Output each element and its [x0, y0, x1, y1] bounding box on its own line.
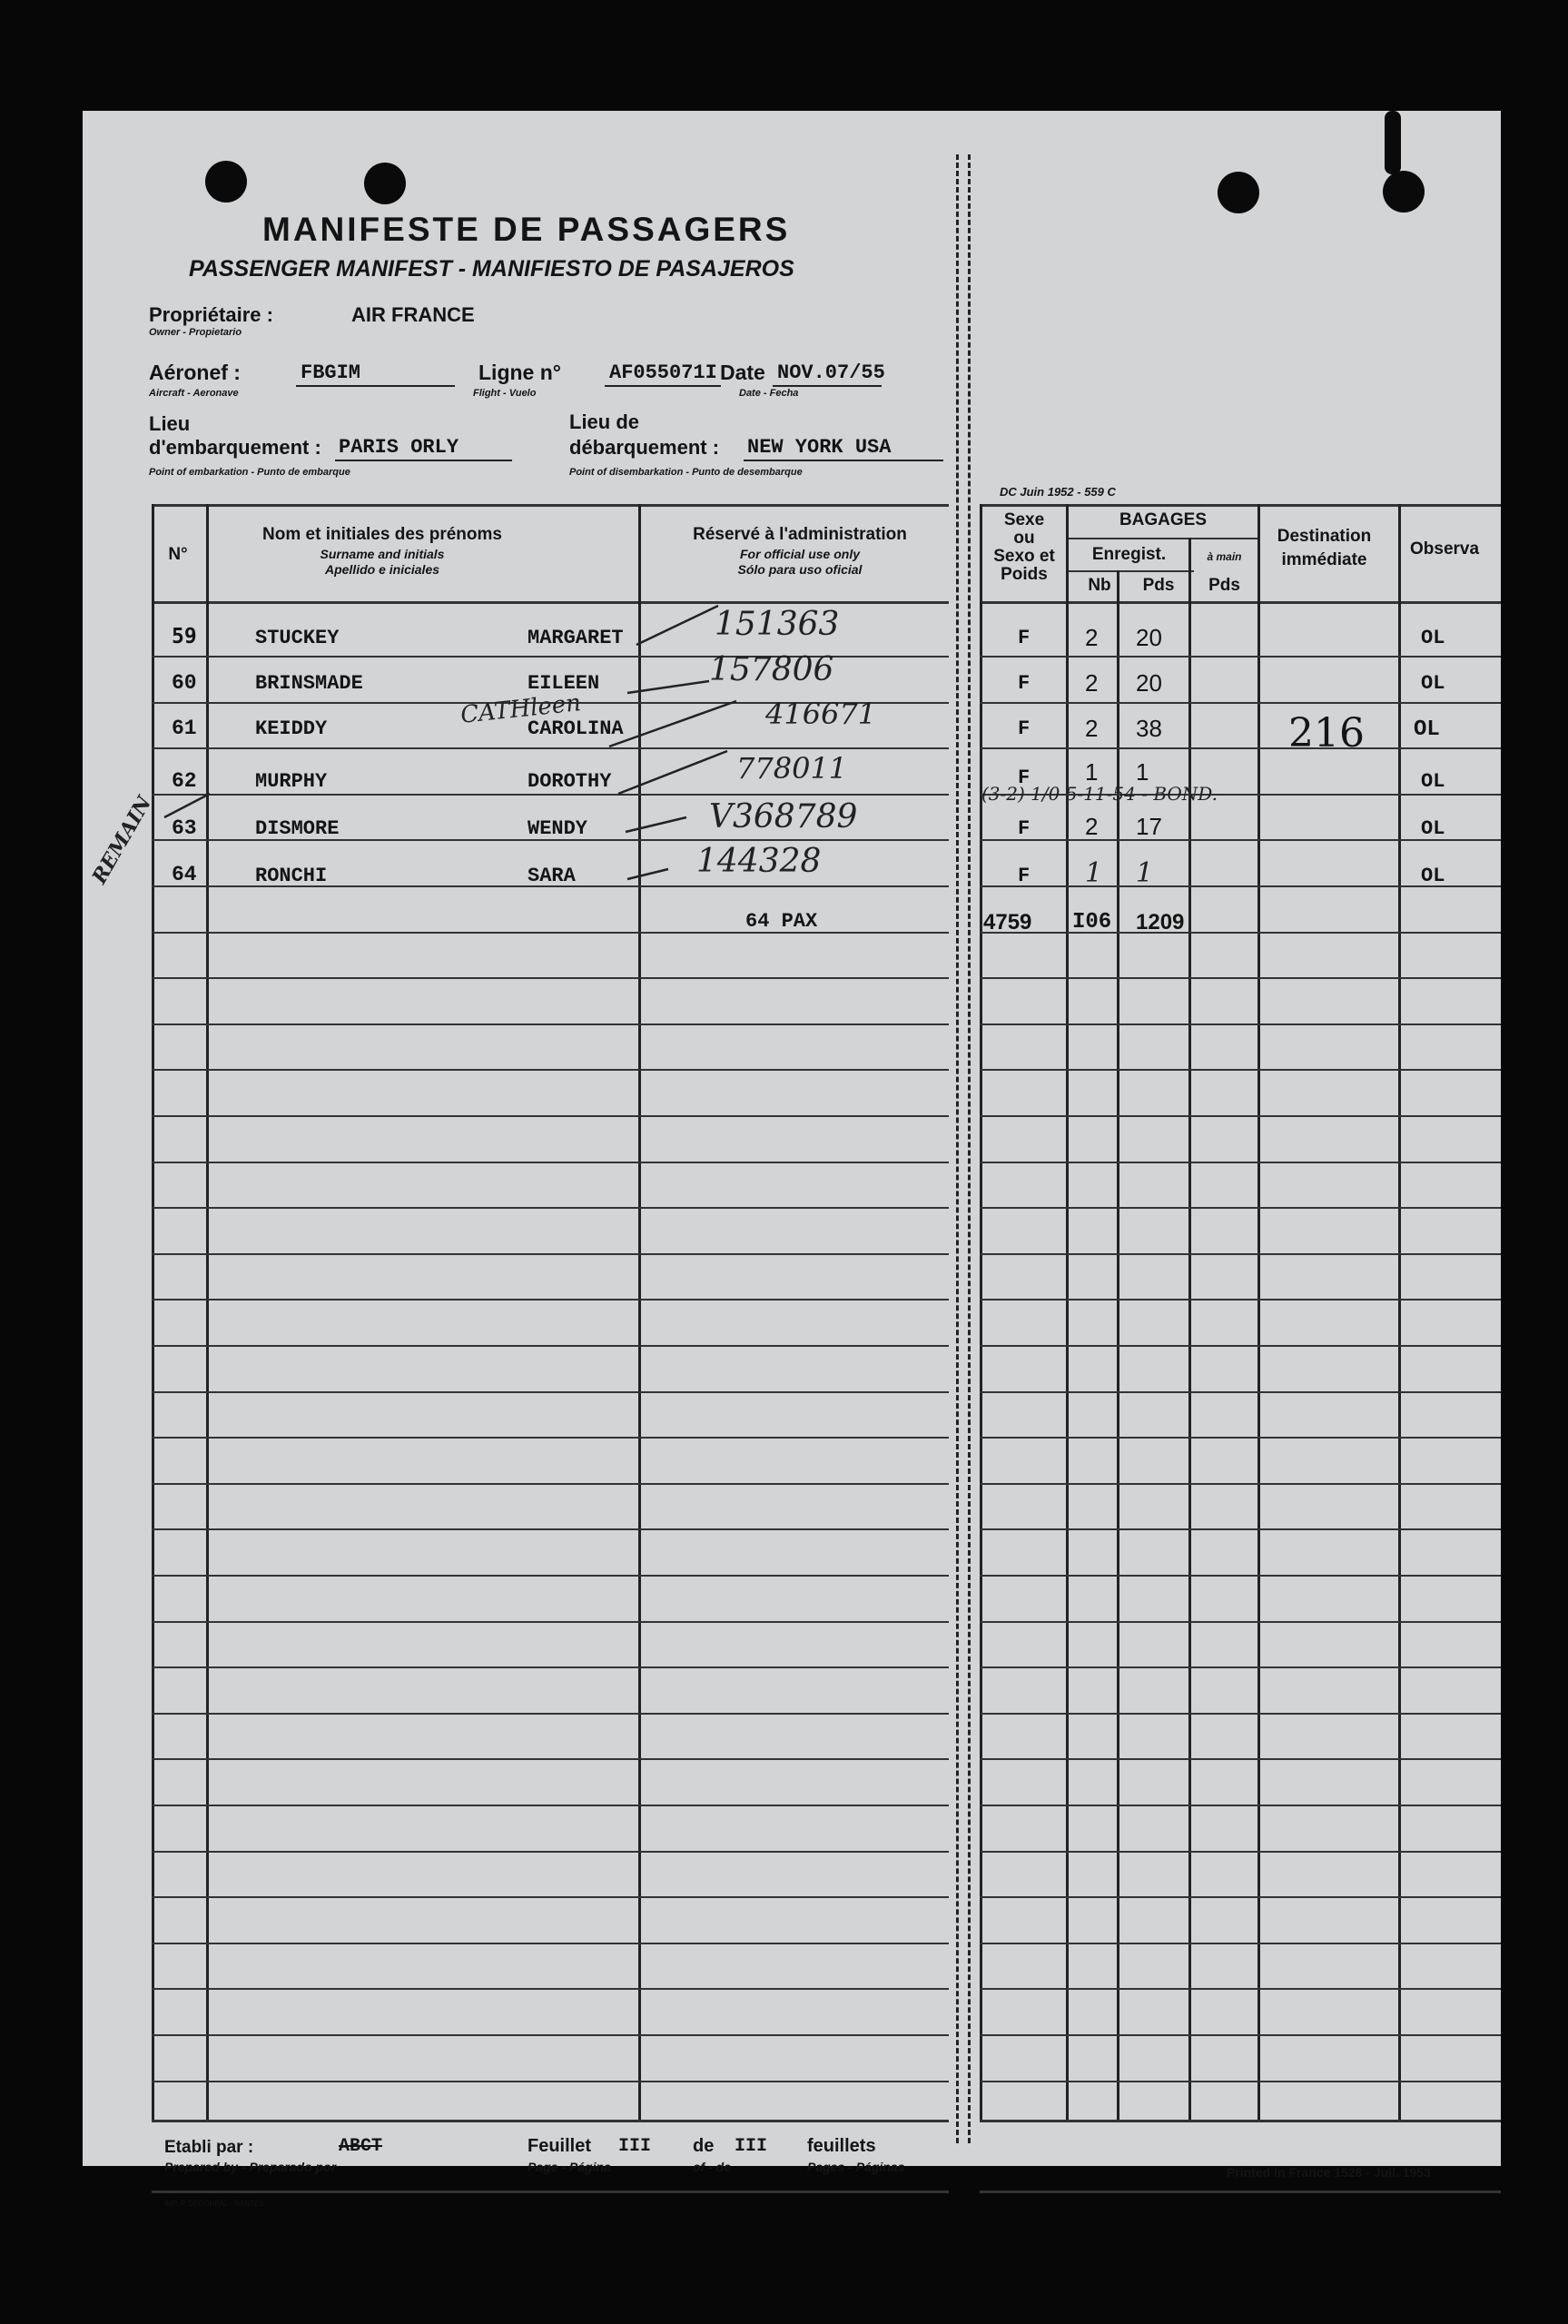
of-label: de: [693, 2136, 715, 2156]
form-code: DC Juin 1952 - 559 C: [1000, 485, 1116, 499]
row-rule: [980, 1024, 1501, 1025]
row-rule: [152, 1345, 949, 1347]
row-rule: [980, 1896, 1501, 1898]
row-pds: 1: [1136, 857, 1154, 889]
date-label: Date: [720, 361, 765, 384]
row-rule: [152, 1851, 949, 1853]
col-sex-3: Sexo et: [993, 547, 1055, 566]
row-pds: 38: [1136, 715, 1162, 742]
prepared-value: ABCT: [339, 2136, 383, 2157]
row-rule: [152, 1666, 949, 1668]
row-first: CAROLINA: [528, 717, 624, 740]
row-rule: [980, 1988, 1501, 1990]
sheet-sub: Page - Página: [528, 2160, 611, 2174]
row-rule: [152, 1713, 949, 1715]
col-nb: Nb: [1088, 576, 1111, 595]
prepared-label: Etabli par :: [164, 2138, 254, 2157]
row-surname: MURPHY: [255, 770, 328, 793]
total-weight: 4759: [983, 910, 1032, 935]
row-rule: [980, 1621, 1501, 1623]
row-sex: F: [1018, 717, 1031, 740]
col-name-sub2: Apellido e iniciales: [324, 562, 440, 577]
row-rule: [980, 1528, 1501, 1530]
row-rule: [152, 1437, 949, 1439]
col-sex-4: Poids: [1001, 565, 1048, 584]
row-rule: [980, 1345, 1501, 1347]
row-obs: OL: [1421, 865, 1445, 887]
manifest-sheet: [83, 111, 1501, 2208]
of-sub: of - de: [693, 2160, 731, 2174]
disembark-value: NEW YORK USA: [747, 436, 892, 459]
row-rule: [152, 2081, 949, 2082]
row-first: DOROTHY: [528, 770, 612, 793]
col-immediate: immédiate: [1281, 550, 1367, 569]
row-rule: [152, 1988, 949, 1990]
col-main-pds: Pds: [1208, 576, 1240, 595]
aircraft-value: FBGIM: [301, 361, 361, 384]
row-sex: F: [1018, 766, 1031, 789]
col-name-sub1: Surname and initials: [320, 547, 445, 561]
row-sex: F: [1018, 817, 1031, 840]
row-rule: [152, 1575, 949, 1577]
row-rule: [980, 1299, 1501, 1300]
row-rule: [152, 1391, 949, 1393]
row-rule: [980, 1851, 1501, 1853]
row-admin: 151363: [715, 606, 840, 643]
col-no: N°: [168, 545, 188, 564]
col-main: à main: [1207, 550, 1242, 563]
sheet-label: Feuillet: [528, 2136, 592, 2156]
aircraft-label: Aéronef :: [149, 361, 241, 384]
row-nb: 2: [1085, 715, 1099, 742]
disembark-label-2: débarquement :: [569, 436, 720, 459]
row-surname: RONCHI: [255, 865, 328, 887]
owner-label: Propriétaire :: [149, 303, 273, 326]
owner-value: AIR FRANCE: [351, 303, 475, 326]
row-rule: [980, 1666, 1501, 1668]
row-nb: 1: [1085, 857, 1103, 889]
row-dest: 216: [1288, 710, 1365, 757]
row-rule: [152, 1805, 949, 1806]
col-observations: Observa: [1410, 539, 1480, 559]
printer-line: IMP. P. DECORBAL - NANTES: [164, 2200, 264, 2208]
row-rule: [980, 1437, 1501, 1439]
sheets-label: feuillets: [807, 2136, 876, 2156]
row-pds: 17: [1136, 813, 1162, 840]
row-rule: [980, 1069, 1501, 1071]
row-rule: [152, 1162, 949, 1163]
row-rule: [152, 1207, 949, 1209]
col-pds: Pds: [1142, 576, 1175, 595]
row-rule: [980, 1575, 1501, 1577]
col-sex-1: Sexe: [1003, 510, 1045, 529]
prepared-sub: Prepared by - Preparado por: [164, 2160, 337, 2174]
row-admin: 144328: [696, 843, 822, 880]
row-pds: 20: [1136, 669, 1162, 697]
row-rule: [152, 1896, 949, 1898]
row-rule: [152, 1069, 949, 1071]
row-surname: DISMORE: [255, 817, 340, 840]
row-no: 64: [172, 863, 197, 886]
row-no: 60: [172, 671, 197, 695]
row-no: 63: [172, 816, 197, 840]
flight-value: AF055071I: [609, 361, 717, 384]
col-admin: Réservé à l'administration: [693, 525, 907, 544]
row-surname: KEIDDY: [255, 717, 328, 740]
aircraft-sub: Aircraft - Aeronave: [149, 388, 239, 399]
row-rule: [152, 1253, 949, 1255]
row-sex: F: [1018, 865, 1031, 887]
row-rule: [152, 1528, 949, 1530]
row-rule: [152, 1299, 949, 1300]
row-admin: 157806: [709, 651, 834, 688]
total-nb: I06: [1072, 910, 1112, 935]
row-admin: 778011: [736, 751, 848, 786]
disembark-label-1: Lieu de: [569, 410, 640, 433]
row-nb: 2: [1085, 624, 1099, 651]
margin-stamp: REMAIN: [87, 792, 157, 888]
row-no: 59: [172, 625, 197, 648]
row-rule: [980, 1253, 1501, 1255]
row-sex: F: [1018, 672, 1031, 695]
row-rule: [980, 2034, 1501, 2036]
row-rule: [980, 1391, 1501, 1393]
form-title: MANIFESTE DE PASSAGERS: [262, 211, 791, 248]
total-pax: 64 PAX: [745, 910, 818, 933]
row-rule: [152, 1621, 949, 1623]
row-obs: OL: [1421, 672, 1445, 695]
col-enregist: Enregist.: [1091, 545, 1167, 564]
row-rule: [152, 2034, 949, 2036]
row-surname: BRINSMADE: [255, 672, 363, 695]
row-rule: [980, 1943, 1501, 1944]
row-rule: [152, 1115, 949, 1117]
row-obs: OL: [1421, 627, 1445, 649]
row-first: SARA: [528, 865, 576, 887]
row-sex: F: [1018, 627, 1031, 649]
form-subtitle: PASSENGER MANIFEST - MANIFIESTO DE PASAJEROS: [189, 256, 794, 282]
row-first: WENDY: [528, 817, 588, 840]
row-first: EILEEN: [528, 672, 600, 695]
col-sex-2: ou: [1013, 529, 1035, 548]
row-rule: [980, 1805, 1501, 1806]
annotation-cathleen: CATHleen: [459, 689, 583, 729]
row-obs: OL: [1421, 770, 1445, 793]
date-value: NOV.07/55: [777, 361, 885, 384]
row-rule: [980, 2081, 1501, 2082]
row-obs: OL: [1421, 817, 1445, 840]
col-destination: Destination: [1277, 527, 1372, 546]
col-admin-sub1: For official use only: [740, 547, 860, 561]
col-admin-sub2: Sólo para uso oficial: [737, 562, 863, 577]
annotation-row62: (3-2) 1/0 5-11-54 - BOND.: [981, 783, 1218, 805]
row-rule: [152, 932, 949, 934]
row-rule: [152, 1483, 949, 1485]
of-value: III: [735, 2136, 768, 2157]
row-rule: [980, 1483, 1501, 1485]
row-pds: 1: [1136, 758, 1149, 786]
row-admin: 416671: [765, 697, 877, 731]
row-rule: [152, 1943, 949, 1944]
row-rule: [980, 1115, 1501, 1117]
row-first: MARGARET: [528, 627, 624, 649]
row-no: 62: [172, 769, 197, 793]
flight-label: Ligne n°: [478, 361, 561, 384]
row-rule: [152, 1758, 949, 1760]
row-nb: 2: [1085, 813, 1099, 840]
total-pds: 1209: [1136, 910, 1185, 935]
row-no: 61: [172, 717, 197, 740]
sheets-sub: Pages - Páginas: [807, 2160, 905, 2174]
row-rule: [980, 1758, 1501, 1760]
date-sub: Date - Fecha: [739, 388, 799, 399]
sheet-value: III: [618, 2136, 652, 2157]
col-name: Nom et initiales des prénoms: [262, 525, 502, 544]
row-obs: OL: [1414, 717, 1440, 742]
owner-sub: Owner - Propietario: [149, 327, 242, 338]
row-nb: 2: [1085, 669, 1099, 697]
embark-sub: Point of embarkation - Punto de embarque: [149, 467, 350, 478]
embark-label-1: Lieu: [149, 412, 191, 435]
embark-value: PARIS ORLY: [339, 436, 459, 459]
pen-strokes: [83, 111, 1501, 928]
disembark-sub: Point of disembarkation - Punto de desembarque: [569, 467, 803, 478]
row-rule: [980, 1207, 1501, 1209]
row-rule: [980, 977, 1501, 979]
row-rule: [152, 977, 949, 979]
col-bagages: BAGAGES: [1119, 510, 1208, 529]
row-surname: STUCKEY: [255, 627, 340, 649]
row-rule: [980, 1713, 1501, 1715]
row-rule: [980, 932, 1501, 934]
row-rule: [980, 1162, 1501, 1163]
embark-label-2: d'embarquement :: [149, 436, 321, 459]
row-rule: [152, 1024, 949, 1025]
row-pds: 20: [1136, 624, 1162, 651]
flight-sub: Flight - Vuelo: [473, 388, 537, 399]
row-nb: 1: [1085, 758, 1099, 786]
row-admin: V368789: [709, 798, 858, 836]
printed-in: Printed in France 1528 - Juil. 1953: [1227, 2165, 1431, 2180]
